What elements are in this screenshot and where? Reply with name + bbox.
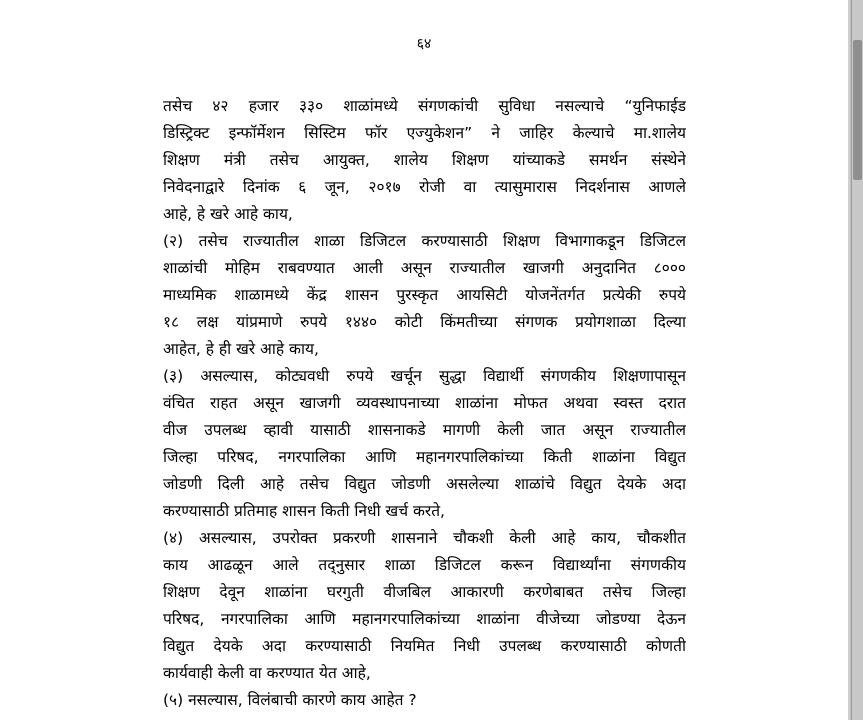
text-line: तसेच ४२ हजार ३३० शाळांमध्ये संगणकांची सुविधा नसल्याचे “युनिफाईड (163, 97, 686, 115)
document-body (163, 93, 686, 714)
text-line: जोडणी दिली आहे तसेच विद्युत जोडणी असलेल्या शाळांचे विद्युत देयके अदा (163, 475, 686, 493)
page-number: ६४ (416, 36, 432, 52)
text-line: शिक्षण मंत्री तसेच आयुक्त, शालेय शिक्षण यांच्याकडे समर्थन संस्थेने (163, 151, 686, 169)
scrollbar-thumb[interactable] (853, 40, 862, 180)
text-line: आहेत, हे ही खरे आहे काय, (163, 340, 319, 358)
text-line: डिस्ट्रिक्ट इन्फॉर्मेशन सिस्टिम फॉर एज्युकेशन” ने जाहिर केल्याचे मा.शालेय (163, 124, 686, 142)
vertical-scrollbar[interactable] (851, 0, 863, 720)
text-line: जिल्हा परिषद, नगरपालिका आणि महानगरपालिकांच्या किती शाळांना विद्युत (163, 448, 686, 466)
text-line: वंचित राहत असून खाजगी व्यवस्थापनाच्या शाळांना मोफत अथवा स्वस्त दरात (163, 394, 686, 412)
text-line: कार्यवाही केली वा करण्यात येत आहे, (163, 664, 371, 682)
text-line: काय आढळून आले तद्नुसार शाळा डिजिटल करून विद्यार्थ्यांना संगणकीय (163, 556, 686, 574)
text-line: निवेदनाद्वारे दिनांक ६ जून, २०१७ रोजी वा त्यासुमारास निदर्शनास आणले (163, 178, 686, 196)
text-line: वीज उपलब्ध व्हावी यासाठी शासनाकडे मागणी केली जात असून राज्यातील (163, 421, 686, 439)
text-line: (२) तसेच राज्यातील शाळा डिजिटल करण्यासाठी शिक्षण विभागाकडून डिजिटल (163, 232, 686, 250)
text-line: माध्यमिक शाळामध्ये केंद्र शासन पुरस्कृत आयसिटी योजनेंतर्गत प्रत्येकी रुपये (163, 286, 686, 304)
text-line: १८ लक्ष यांप्रमाणे रुपये १४४० कोटी किंमतीच्या संगणक प्रयोगशाळा दिल्या (163, 313, 686, 331)
text-line: आहे, हे खरे आहे काय, (163, 205, 293, 223)
text-line: शाळांची मोहिम राबवण्यात आली असून राज्यातील खाजगी अनुदानित ८००० (163, 259, 686, 277)
text-line: करण्यासाठी प्रतिमाह शासन किती निधी खर्च करते, (163, 502, 445, 520)
text-line: विद्युत देयके अदा करण्यासाठी नियमित निधी उपलब्ध करण्यासाठी कोणती (163, 637, 686, 655)
text-line: शिक्षण देवून शाळांना घरगुती वीजबिल आकारणी करणेबाबत तसेच जिल्हा (163, 583, 686, 601)
text-line: (५) नसल्यास, विलंबाची कारणे काय आहेत ? (163, 691, 417, 709)
text-line: (४) असल्यास, उपरोक्त प्रकरणी शासनाने चौकशी केली आहे काय, चौकशीत (163, 529, 686, 547)
text-line: (३) असल्यास, कोट्यवधी रुपये खर्चून सुद्धा विद्यार्थी संगणकीय शिक्षणापासून (163, 367, 686, 385)
text-line: परिषद, नगरपालिका आणि महानगरपालिकांच्या शाळांना वीजेच्या जोडण्या देऊन (163, 610, 686, 628)
